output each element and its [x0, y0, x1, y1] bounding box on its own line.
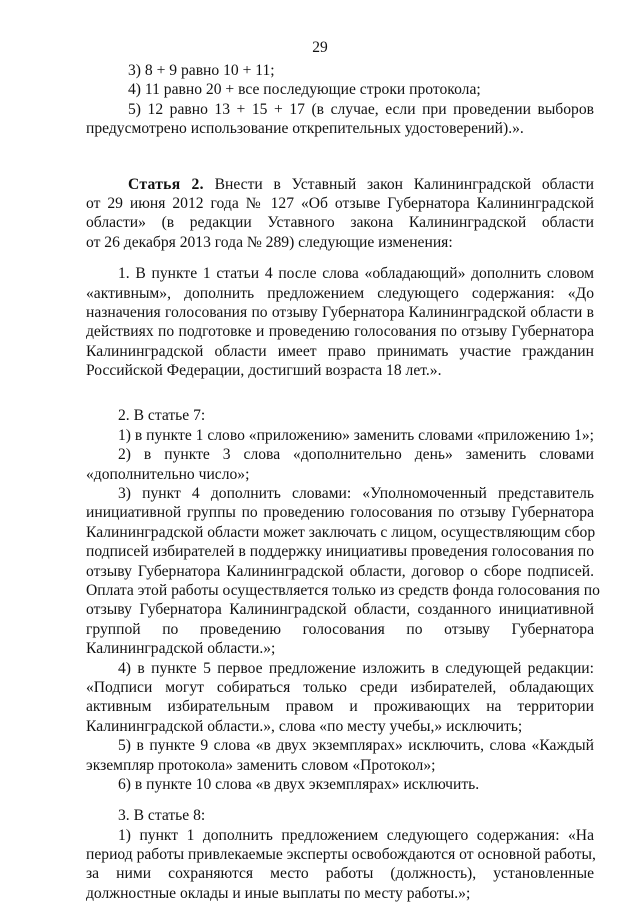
- list-item: 3) 8 + 9 равно 10 + 11;: [128, 62, 275, 79]
- paragraph-line: Калининградской области может заключать с лицом, осуществляющим сбор: [86, 523, 596, 541]
- paragraph-line: период работы привлекаемые эксперты освобождаются от основной работы,: [86, 846, 596, 864]
- paragraph-line: Калининградской области.», слова «по месту учебы,» исключить;: [86, 717, 523, 735]
- list-item-continuation: предусмотрено использование открепительных удостоверений).».: [86, 120, 524, 138]
- paragraph-line: 1) в пункте 1 слово «приложению» заменить словами «приложению 1»;: [118, 426, 594, 444]
- paragraph-line: отзыву Губернатора Калининградской области, созданного инициативной: [86, 601, 594, 619]
- paragraph-line: «активным», дополнить предложением следующего содержания: «До: [86, 284, 594, 302]
- paragraph-line: Оплата этой работы осуществляется только из средств фонда голосования по: [86, 581, 600, 599]
- paragraph-line: отзыву Губернатора Калининградской области, договор о сборе подписей.: [86, 562, 594, 580]
- list-item: 5) 12 равно 13 + 15 + 17 (в случае, если при проведении выборов: [128, 100, 594, 118]
- paragraph-line: 6) в пункте 10 слова «в двух экземплярах» исключить.: [118, 775, 480, 793]
- paragraph-line: 3) пункт 4 дополнить словами: «Уполномоченный представитель: [118, 485, 594, 503]
- article-text-line: от 26 декабря 2013 года № 289) следующие изменения:: [86, 233, 453, 251]
- paragraph-line: 1. В пункте 1 статьи 4 после слова «обладающий» дополнить словом: [118, 265, 594, 283]
- paragraph-line: «Подписи могут собираться только среди избирателей, обладающих: [86, 678, 594, 696]
- paragraph-line: должностные оклады и иные выплаты по месту работы.»;: [86, 884, 471, 902]
- article-heading-line: [86, 175, 594, 194]
- article-intro: Внести в Уставный закон Калининградской области: [203, 175, 594, 193]
- paragraph-line: назначения голосования по отзыву Губернатора Калининградской области в: [86, 303, 594, 321]
- list-item: 4) 11 равно 20 + все последующие строки протокола;: [128, 81, 481, 99]
- paragraph-line: 2) в пункте 3 слова «дополнительно день» заменить словами: [118, 446, 594, 464]
- page-number: 29: [312, 39, 328, 56]
- article-text-line: от 29 июня 2012 года № 127 «Об отзыве Губернатора Калининградской: [86, 194, 594, 212]
- paragraph-line: действиях по подготовке и проведению голосования по отзыву Губернатора: [86, 323, 594, 341]
- section-heading: 3. В статье 8:: [118, 807, 206, 825]
- paragraph-line: Калининградской области имеет право принимать участие гражданин: [86, 342, 594, 360]
- article-text-line: области» (в редакции Уставного закона Калининградской области: [86, 214, 594, 232]
- paragraph-line: подписей избирателей в поддержку инициативы проведения голосования по: [86, 543, 594, 561]
- paragraph-line: группой по проведению голосования по отзыву Губернатора: [86, 620, 594, 638]
- section-heading: 2. В статье 7:: [118, 407, 206, 425]
- paragraph-line: активным избирательным правом и проживающих на территории: [86, 698, 594, 716]
- paragraph-line: экземпляр протокола» заменить словом «Протокол»;: [86, 756, 436, 774]
- paragraph-line: 1) пункт 1 дополнить предложением следующего содержания: «На: [118, 826, 594, 844]
- paragraph-line: за ними сохраняются место работы (должность), установленные: [86, 865, 594, 883]
- paragraph-line: Калининградской области.»;: [86, 640, 276, 658]
- paragraph-line: 4) в пункте 5 первое предложение изложить в следующей редакции:: [118, 659, 594, 677]
- paragraph-line: «дополнительно число»;: [86, 465, 250, 483]
- document-body: [86, 61, 600, 903]
- article-label: Статья 2.: [128, 175, 204, 193]
- paragraph-line: 5) в пункте 9 слова «в двух экземплярах» исключить, слова «Каждый: [118, 737, 594, 755]
- paragraph-line: инициативной группы по проведению голосования по отзыву Губернатора: [86, 504, 594, 522]
- paragraph-line: Российской Федерации, достигший возраста 18 лет.».: [86, 362, 442, 380]
